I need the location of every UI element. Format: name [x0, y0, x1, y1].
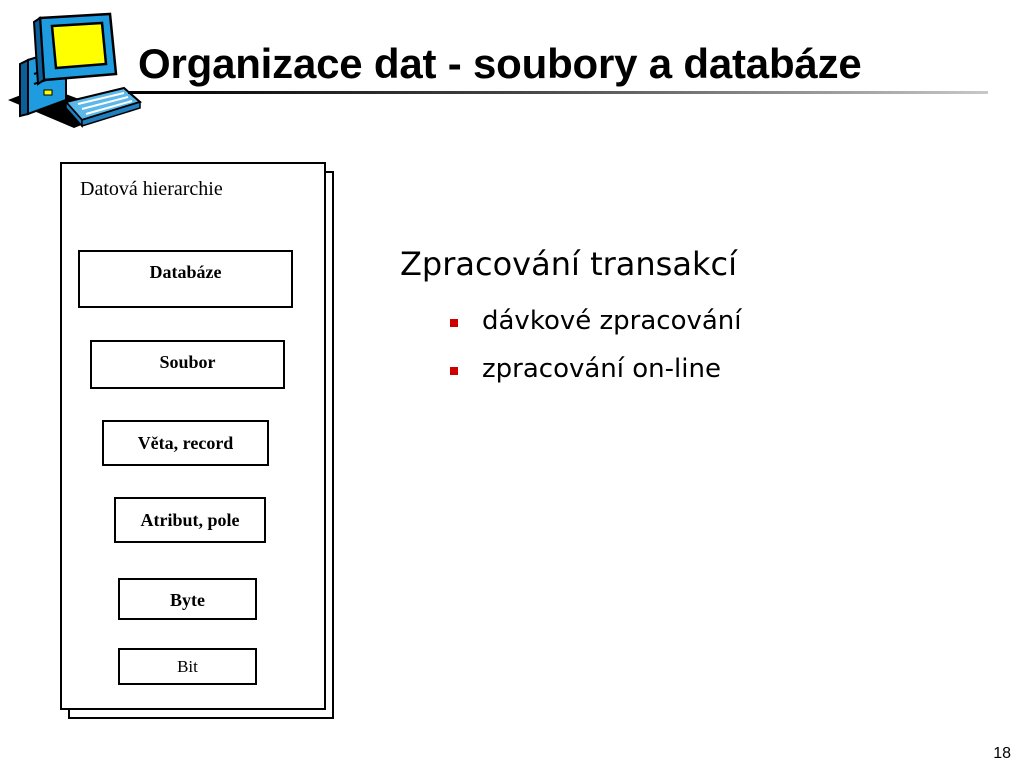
square-bullet-icon	[450, 367, 458, 375]
hierarchy-level-file: Soubor	[90, 340, 285, 389]
hierarchy-level-record: Věta, record	[102, 420, 269, 466]
hierarchy-level-attribute: Atribut, pole	[114, 497, 266, 543]
list-item-text: zpracování on-line	[482, 354, 721, 384]
content-heading: Zpracování transakcí	[400, 245, 737, 283]
computer-clipart-icon	[4, 4, 144, 136]
slide-title: Organizace dat - soubory a databáze	[138, 40, 862, 87]
hierarchy-caption: Datová hierarchie	[80, 178, 223, 200]
hierarchy-level-byte: Byte	[118, 578, 257, 620]
list-item-text: dávkové zpracování	[482, 306, 742, 336]
title-underline	[128, 91, 988, 94]
hierarchy-level-bit: Bit	[118, 648, 257, 685]
square-bullet-icon	[450, 319, 458, 327]
hierarchy-level-database: Databáze	[78, 250, 293, 308]
page-number: 18	[993, 745, 1011, 762]
